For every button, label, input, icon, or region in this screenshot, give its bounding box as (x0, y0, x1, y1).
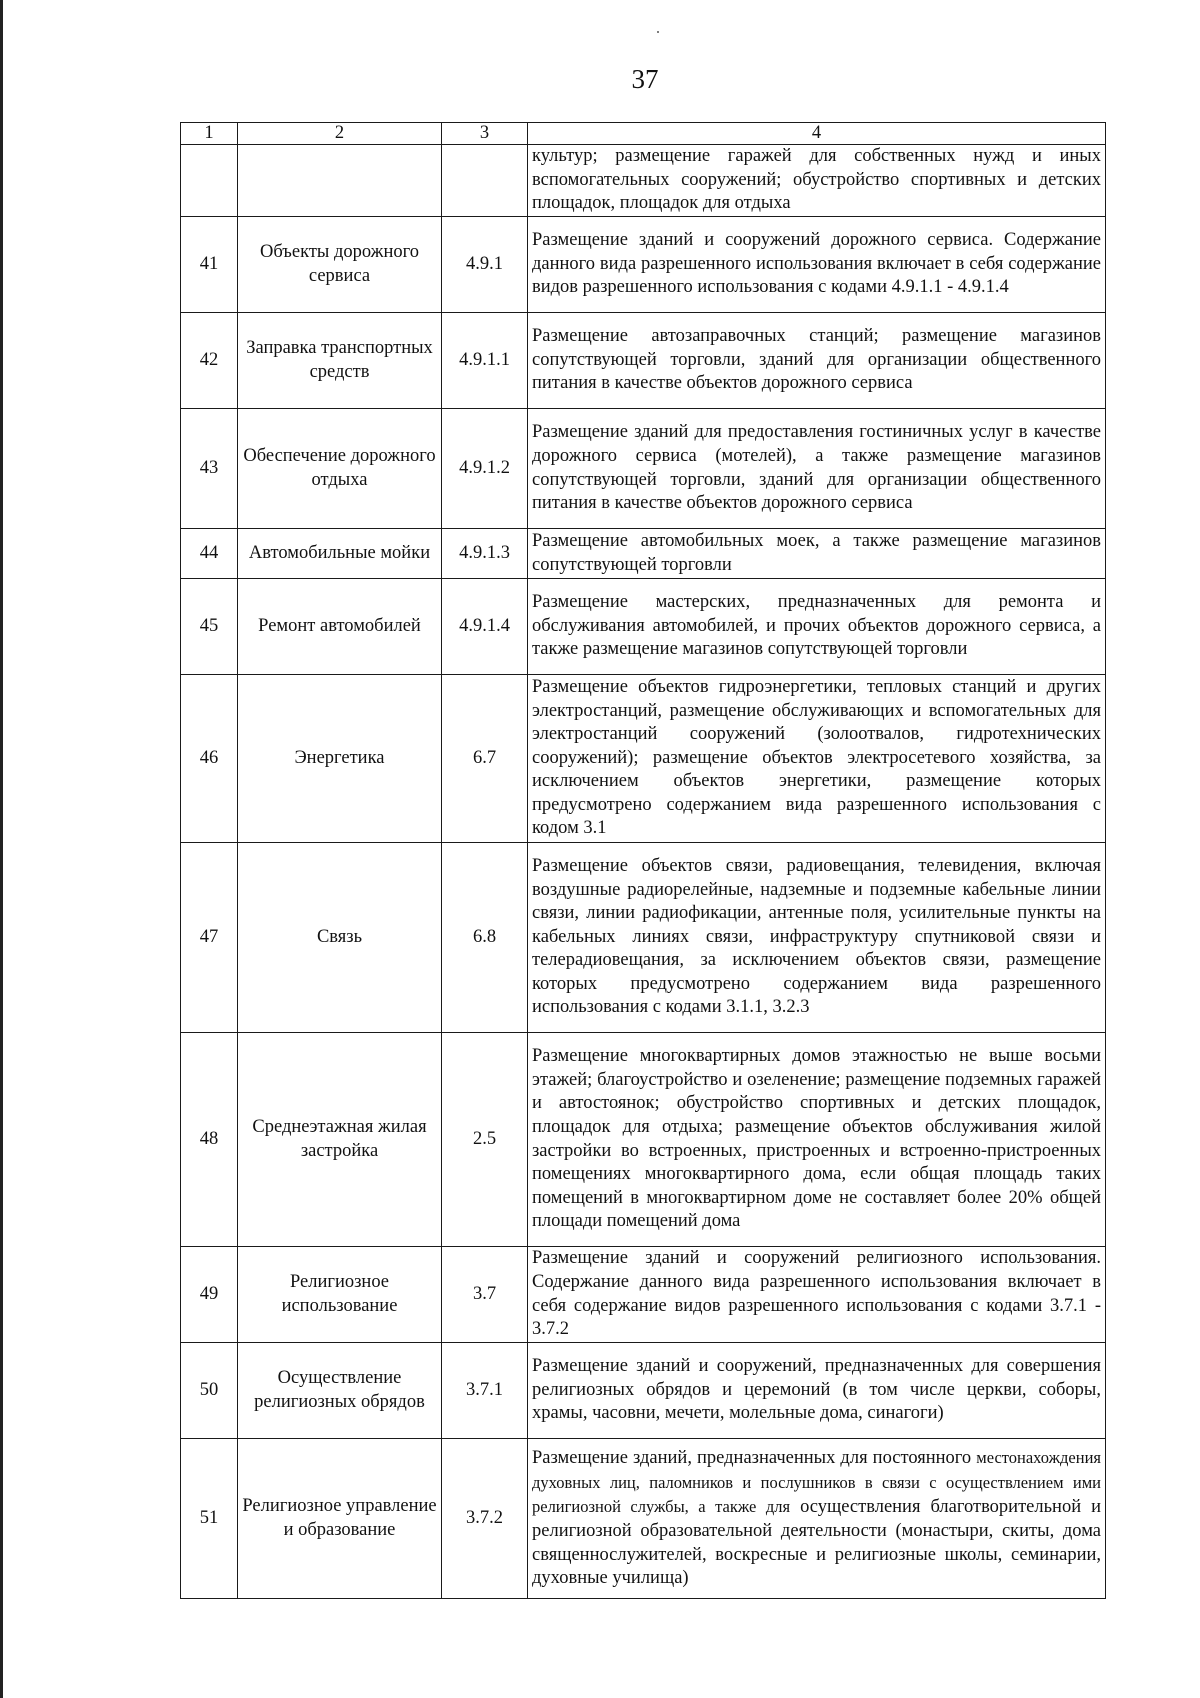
row-name: Заправка транспортных средств (238, 313, 442, 409)
table-row (181, 579, 1106, 675)
header-col-description: 4 (528, 123, 1106, 145)
row-description: Размещение автозаправочных станций; размещение магазинов сопутствующей торговли, зданий для организации общественного питания в качестве объектов дорожного сервиса (528, 313, 1106, 409)
page-number: 37 (631, 64, 659, 94)
row-description: Размещение автомобильных моек, а также размещение магазинов сопутствующей торговли (528, 529, 1106, 579)
row-number: 48 (181, 1033, 238, 1247)
table-header-row (181, 123, 1106, 145)
row-number (181, 145, 238, 217)
row-description: Размещение зданий и сооружений религиозного использования. Содержание данного вида разрешенного использования включает в себя содержание видов разрешенного использования с кодами 3.7.1 - 3.7.2 (528, 1247, 1106, 1343)
table-row (181, 145, 1106, 217)
table-row (181, 843, 1106, 1033)
row-number: 51 (181, 1439, 238, 1599)
row-name: Связь (238, 843, 442, 1033)
row-code: 2.5 (442, 1033, 528, 1247)
row-code: 6.7 (442, 675, 528, 843)
row-description (528, 1439, 1106, 1599)
row-description-small: местонахождения духовных лиц, паломников и послушников в связи с осуществлением ими религиозной службы, а также для (532, 1448, 1102, 1517)
table-row (181, 675, 1106, 843)
row-description: Размещение объектов гидроэнергетики, тепловых станций и других электростанций, размещение обслуживающих и вспомогательных для электростанций сооружений (золоотвалов, гидротехнических сооружений); размещение объектов электросетевого хозяйства, за исключением объектов энергетики, размещение которых предусмотрено содержанием вида разрешенного использования с кодом 3.1 (528, 675, 1106, 843)
row-name: Автомобильные мойки (238, 529, 442, 579)
row-code: 4.9.1.3 (442, 529, 528, 579)
row-code: 4.9.1.4 (442, 579, 528, 675)
header-col-code: 3 (442, 123, 528, 145)
row-name: Обеспечение дорожного отдыха (238, 409, 442, 529)
row-name: Осуществление религиозных обрядов (238, 1343, 442, 1439)
row-description: Размещение зданий и сооружений, предназначенных для совершения религиозных обрядов и церемоний (в том числе церкви, соборы, храмы, часовни, мечети, молельные дома, синагоги) (528, 1343, 1106, 1439)
row-number: 43 (181, 409, 238, 529)
row-code: 3.7 (442, 1247, 528, 1343)
land-use-table (180, 122, 1106, 1599)
scan-speck (657, 31, 659, 33)
row-number: 42 (181, 313, 238, 409)
table-row (181, 217, 1106, 313)
row-description: Размещение зданий и сооружений дорожного сервиса. Содержание данного вида разрешенного использования включает в себя содержание видов разрешенного использования с кодами 4.9.1.1 - 4.9.1.4 (528, 217, 1106, 313)
table-row (181, 313, 1106, 409)
row-description-rest: осуществления благотворительной и религиозной образовательной деятельности (монастыри, скиты, дома священнослужителей, воскресные и религиозные школы, семинарии, духовные училища) (532, 1497, 1101, 1589)
row-description: культур; размещение гаражей для собственных нужд и иных вспомогательных сооружений; обустройство спортивных и детских площадок, площадок для отдыха (528, 145, 1106, 217)
table-row (181, 409, 1106, 529)
table-row (181, 1439, 1106, 1599)
row-code: 3.7.2 (442, 1439, 528, 1599)
row-number: 45 (181, 579, 238, 675)
table-row (181, 529, 1106, 579)
table-row (181, 1343, 1106, 1439)
row-number: 49 (181, 1247, 238, 1343)
row-description-lead: Размещение зданий, предназначенных для постоянного (532, 1448, 972, 1469)
row-name: Религиозное использование (238, 1247, 442, 1343)
row-description: Размещение объектов связи, радиовещания, телевидения, включая воздушные радиорелейные, надземные и подземные кабельные линии связи, линии радиофикации, антенные поля, усилительные пункты на кабельных линиях связи, инфраструктуру спутниковой связи и телерадиовещания, за исключением объектов связи, размещение которых предусмотрено содержанием вида разрешенного использования с кодами 3.1.1, 3.2.3 (528, 843, 1106, 1033)
row-name (238, 145, 442, 217)
header-col-number: 1 (181, 123, 238, 145)
row-code: 3.7.1 (442, 1343, 528, 1439)
row-name: Религиозное управление и образование (238, 1439, 442, 1599)
row-code: 4.9.1.2 (442, 409, 528, 529)
row-description: Размещение зданий для предоставления гостиничных услуг в качестве дорожного сервиса (мотелей), а также размещение магазинов сопутствующей торговли, зданий для организации общественного питания в качестве объектов дорожного сервиса (528, 409, 1106, 529)
row-number: 46 (181, 675, 238, 843)
row-description: Размещение мастерских, предназначенных для ремонта и обслуживания автомобилей, и прочих объектов дорожного сервиса, а также размещение магазинов сопутствующей торговли (528, 579, 1106, 675)
row-name: Среднеэтажная жилая застройка (238, 1033, 442, 1247)
row-name: Энергетика (238, 675, 442, 843)
row-number: 47 (181, 843, 238, 1033)
table-row (181, 1033, 1106, 1247)
row-code: 4.9.1.1 (442, 313, 528, 409)
row-code (442, 145, 528, 217)
row-name: Ремонт автомобилей (238, 579, 442, 675)
row-number: 44 (181, 529, 238, 579)
header-col-name: 2 (238, 123, 442, 145)
row-number: 41 (181, 217, 238, 313)
row-code: 4.9.1 (442, 217, 528, 313)
row-code: 6.8 (442, 843, 528, 1033)
scan-left-edge (0, 0, 3, 1698)
row-name: Объекты дорожного сервиса (238, 217, 442, 313)
row-description: Размещение многоквартирных домов этажностью не выше восьми этажей; благоустройство и озеленение; размещение подземных гаражей и автостоянок; обустройство спортивных и детских площадок, площадок для отдыха; размещение объектов обслуживания жилой застройки во встроенных, пристроенных и встроенно-пристроенных помещениях многоквартирного дома, если общая площадь таких помещений в многоквартирном доме не составляет более 20% общей площади помещений дома (528, 1033, 1106, 1247)
table-row (181, 1247, 1106, 1343)
row-number: 50 (181, 1343, 238, 1439)
